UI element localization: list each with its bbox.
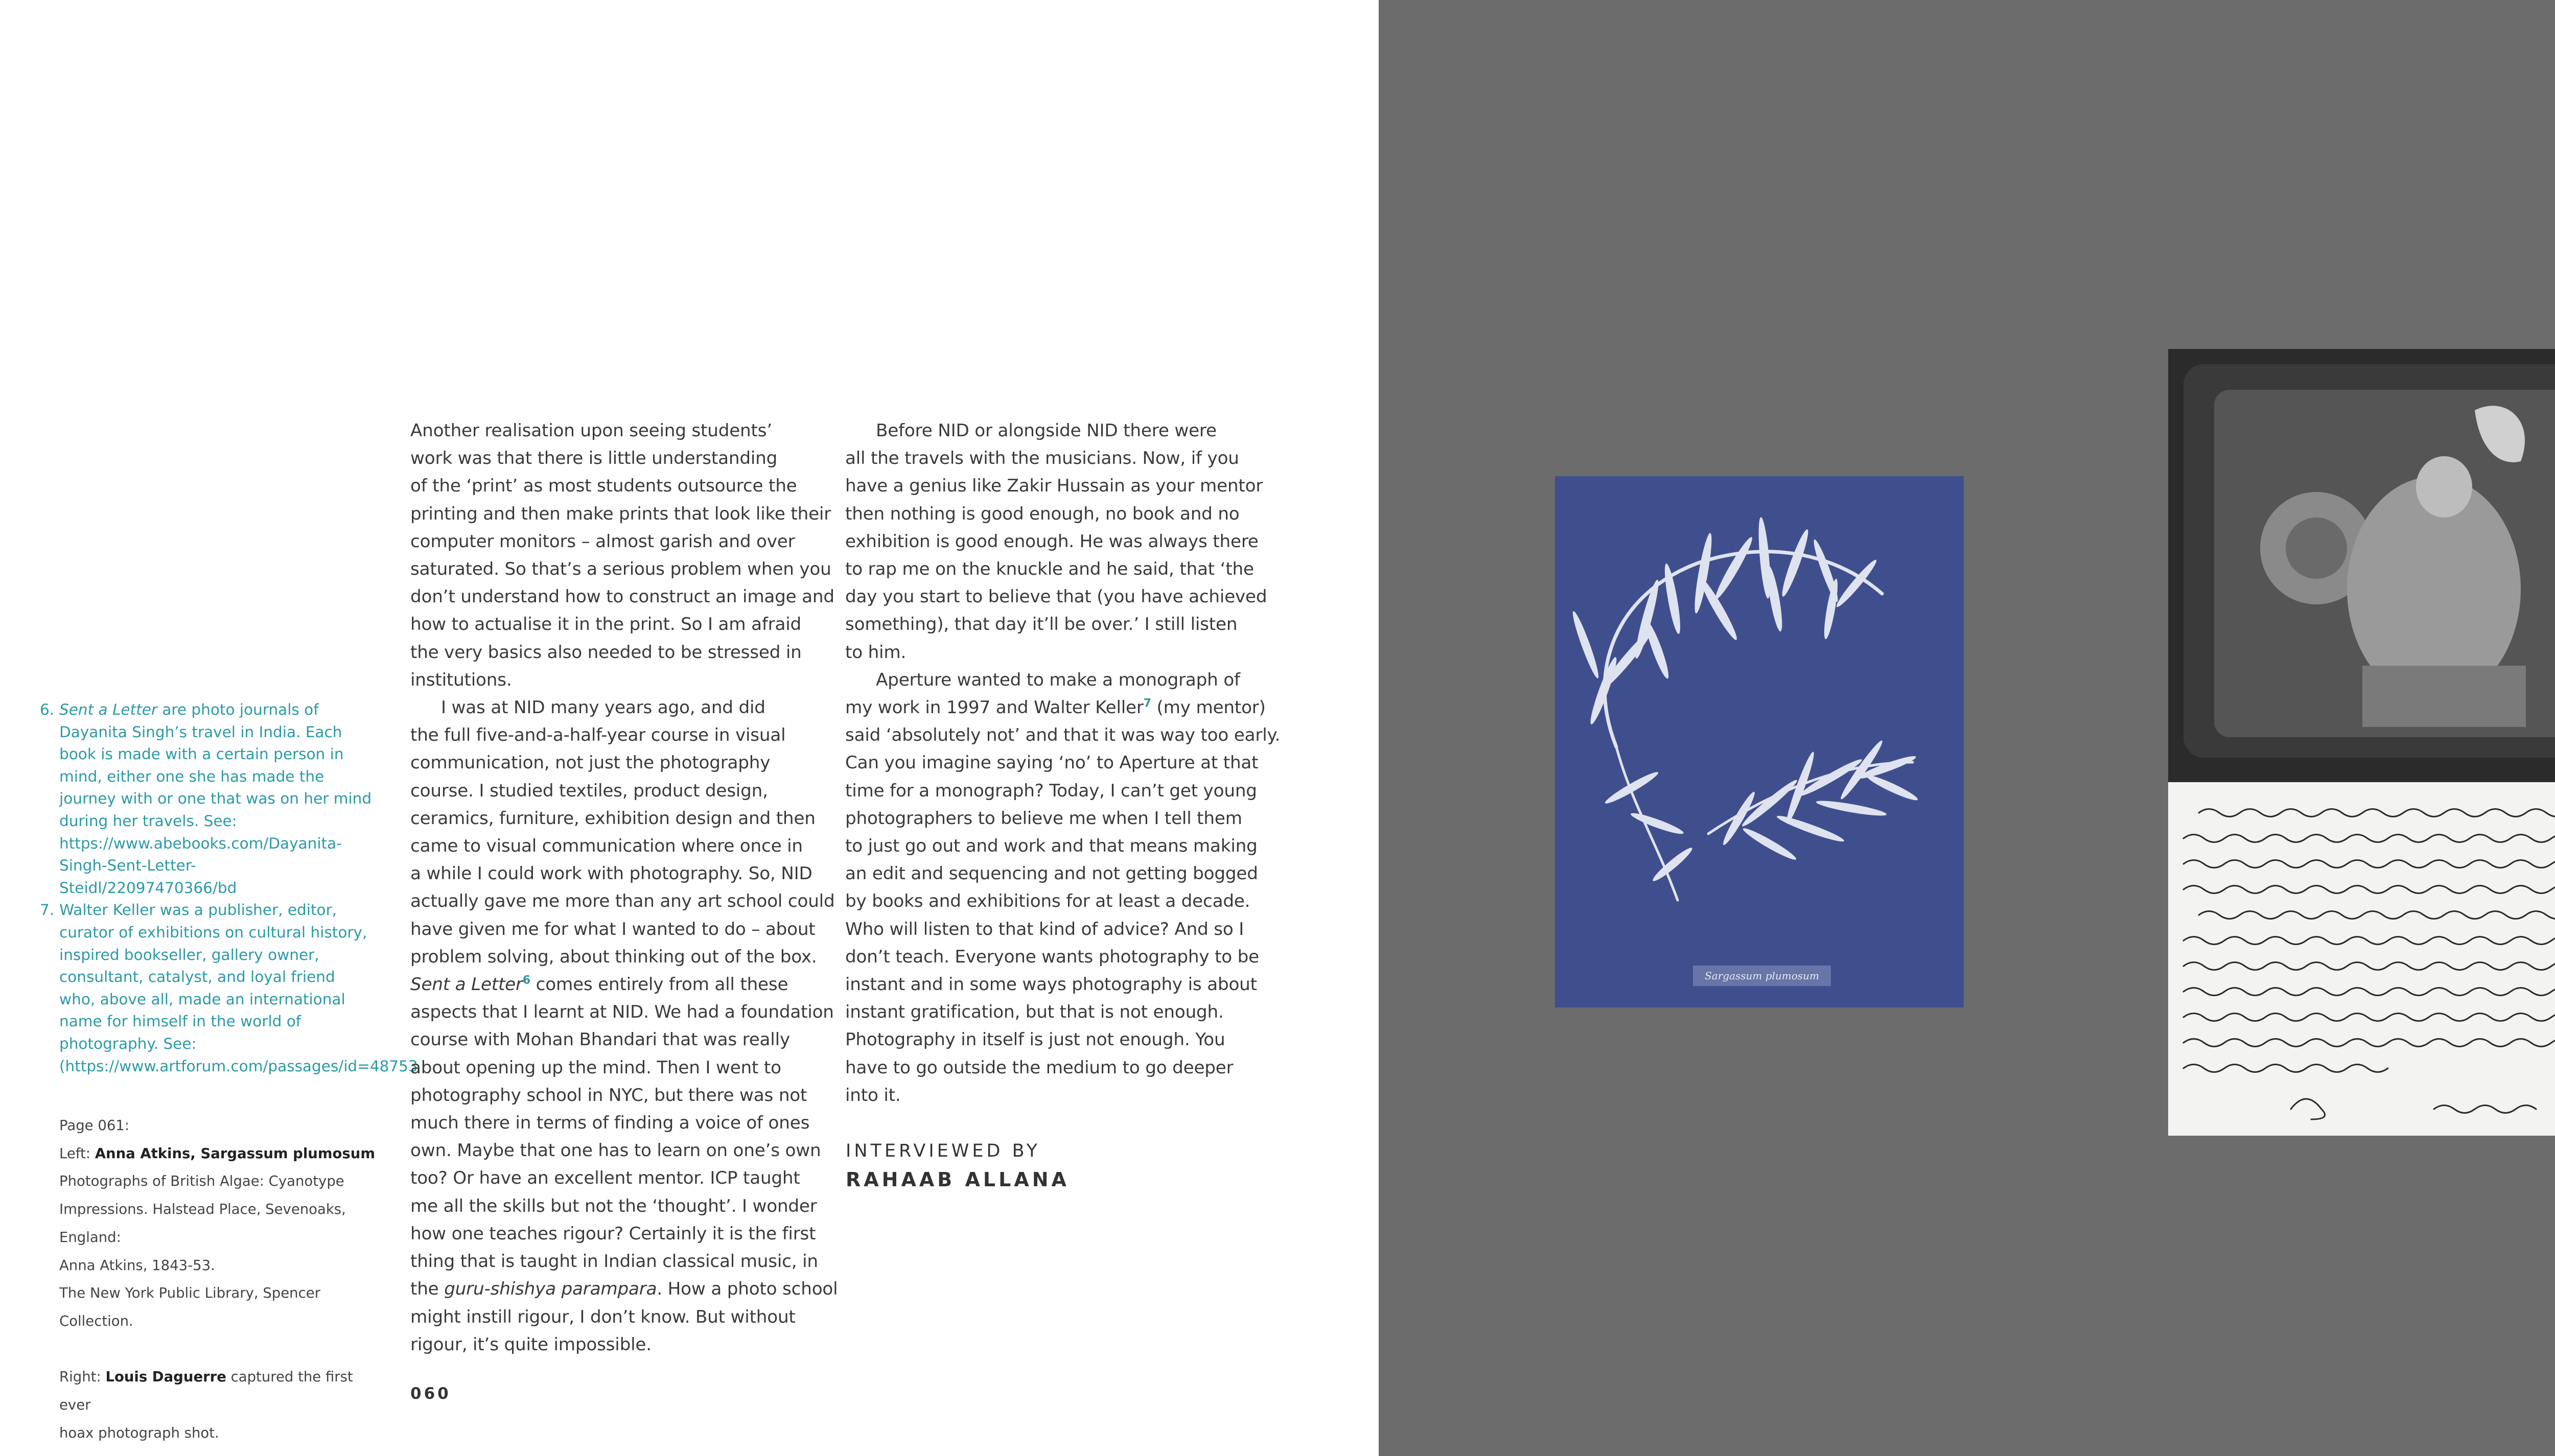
text-line: exhibition is good enough. He was always there <box>845 531 1259 552</box>
footnote-6 <box>40 699 372 899</box>
plate-label: Sargassum plumosum <box>1693 966 1831 986</box>
caption-right-heading <box>59 1363 386 1419</box>
caption-right-name: Louis Daguerre <box>105 1369 226 1385</box>
text-line: Aperture wanted to make a monograph of <box>876 669 1240 690</box>
text-line: the very basics also needed to be stressed in <box>410 642 802 663</box>
text-line: have to go outside the medium to go deeper <box>845 1057 1234 1078</box>
algae-illustration <box>1555 476 1964 1007</box>
caption-left-prefix: Left: <box>59 1145 95 1162</box>
text-line: Photography in itself is just not enough. You <box>845 1029 1225 1050</box>
footnotes <box>40 699 418 1077</box>
text-line: saturated. So that’s a serious problem when you <box>410 559 831 580</box>
text-line: instant gratification, but that is not enough. <box>845 1002 1224 1023</box>
text-line: aspects that I learnt at NID. We had a foundation <box>410 1002 834 1023</box>
caption-left-line: Impressions. Halstead Place, Sevenoaks, England: <box>59 1201 346 1246</box>
cyanotype-image <box>1555 476 1964 1007</box>
caption-left-line: Anna Atkins, 1843-53. <box>59 1257 215 1274</box>
text-line <box>410 1275 838 1303</box>
paragraph <box>410 694 838 1358</box>
text-line: printing and then make prints that look like their <box>410 503 831 524</box>
text-line: of the ‘print’ as most students outsource the <box>410 476 797 497</box>
text-line: the full five-and-a-half-year course in visual <box>410 725 786 746</box>
footnote-text: are photo journals of Dayanita Singh’s travel in India. Each book is made with a certain person in mind, either one she has made the journey with or one that was on her mind during her travels. See: https://www.abebooks.com/Dayanita-Singh-Sent-Letter-Steidl/22097470366/bd <box>59 701 372 897</box>
footnote-7 <box>40 899 418 1077</box>
text-line: how one teaches rigour? Certainly it is the first <box>410 1223 816 1244</box>
text-line: have given me for what I wanted to do – about <box>410 919 816 940</box>
footnote-number: 6. <box>40 701 55 718</box>
text-line: into it. <box>845 1085 901 1106</box>
daguerreotype-photo <box>2168 349 2555 782</box>
text-line: Can you imagine saying ‘no’ to Aperture at that <box>845 753 1259 773</box>
text-line: I was at NID many years ago, and did <box>441 697 765 718</box>
text-line: something), that day it’ll be over.’ I still listen <box>845 614 1238 635</box>
paragraph <box>845 417 1267 666</box>
text-line: all the travels with the musicians. Now, if you <box>845 448 1239 469</box>
text-line: instant and in some ways photography is about <box>845 974 1257 995</box>
text-line: Who will listen to that kind of advice? And so I <box>845 919 1244 940</box>
caption-right-line: hoax photograph shot. <box>59 1424 219 1441</box>
text-line: day you start to believe that (you have achieved <box>845 586 1267 607</box>
caption-left-sep: , <box>190 1145 201 1162</box>
caption-left-line: The New York Public Library, Spencer Collection. <box>59 1285 320 1329</box>
text-line: how to actualise it in the print. So I am afraid <box>410 614 802 635</box>
text-line: rigour, it’s quite impossible. <box>410 1334 652 1355</box>
caption-page-ref: Page 061: <box>59 1117 130 1134</box>
text-line: Before NID or alongside NID there were <box>876 420 1217 441</box>
interview-credit <box>846 1137 1070 1194</box>
caption-left-heading <box>59 1140 386 1168</box>
text-line: course with Mohan Bhandari that was really <box>410 1029 790 1050</box>
text-fragment: the <box>410 1279 445 1300</box>
text-fragment: . How a photo school <box>657 1279 838 1300</box>
text-line: about opening up the mind. Then I went to <box>410 1057 781 1078</box>
text-fragment: (my mentor) <box>1151 697 1266 718</box>
text-line: too? Or have an excellent mentor. ICP taught <box>410 1168 800 1189</box>
caption-right-text: captured the first ever <box>59 1369 353 1414</box>
text-line: institutions. <box>410 669 512 690</box>
body-column-1 <box>410 417 838 1358</box>
text-line: came to visual communication where once in <box>410 836 803 857</box>
interviewer-name: RAHAAB ALLANA <box>846 1168 1070 1191</box>
text-line: an edit and sequencing and not getting bogged <box>845 863 1258 884</box>
footnote-ref-6[interactable]: 6 <box>522 974 530 987</box>
text-line: own. Maybe that one has to learn on one’s own <box>410 1140 821 1161</box>
text-line: photographers to believe me when I tell them <box>845 808 1242 829</box>
interview-label: INTERVIEWED BY <box>846 1141 1041 1161</box>
footnote-title: Sent a Letter <box>59 701 157 718</box>
text-line: communication, not just the photography <box>410 753 771 773</box>
image-caption <box>59 1112 386 1447</box>
footnote-text: Walter Keller was a publisher, editor, curator of exhibitions on cultural history, inspired bookseller, gallery owner, consultant, catalyst, and loyal friend who, above all, made an international name for himself in the world of photography. See: (https://www.artforum.com/passages/id=48753 <box>59 901 418 1075</box>
page-number: 060 <box>410 1384 451 1403</box>
body-column-2 <box>845 417 1281 1109</box>
text-line: thing that is taught in Indian classical music, in <box>410 1251 818 1272</box>
text-line: might instill rigour, I don’t know. But without <box>410 1306 796 1327</box>
footnote-number: 7. <box>40 901 55 919</box>
caption-left-title: Sargassum plumosum <box>200 1145 376 1162</box>
text-fragment: my work in 1997 and Walter Keller <box>845 697 1144 718</box>
text-line: work was that there is little understanding <box>410 448 778 469</box>
text-line: to just go out and work and that means making <box>845 836 1258 857</box>
daguerre-image <box>2168 349 2555 1136</box>
text-line: to him. <box>845 642 907 663</box>
footnote-ref-7[interactable]: 7 <box>1143 697 1151 710</box>
caption-right-prefix: Right: <box>59 1369 106 1385</box>
book-title: Sent a Letter <box>410 974 523 995</box>
text-line: don’t understand how to construct an image and <box>410 586 834 607</box>
handwritten-letter <box>2168 782 2555 1136</box>
paragraph <box>845 666 1281 1109</box>
text-line: actually gave me more than any art school could <box>410 891 835 912</box>
text-line: much there in terms of finding a voice of ones <box>410 1113 810 1134</box>
text-line: time for a monograph? Today, I can’t get young <box>845 780 1257 801</box>
text-line: computer monitors – almost garish and over <box>410 531 795 552</box>
photo-illustration <box>2168 349 2555 782</box>
text-line: by books and exhibitions for at least a decade. <box>845 891 1250 912</box>
text-line: ceramics, furniture, exhibition design and then <box>410 808 816 829</box>
paragraph <box>410 417 834 694</box>
text-line <box>410 971 819 998</box>
text-line: Another realisation upon seeing students’ <box>410 420 773 441</box>
text-line: then nothing is good enough, no book and no <box>845 503 1240 524</box>
text-line: course. I studied textiles, product design, <box>410 780 768 801</box>
text-line: said ‘absolutely not’ and that it was way too early. <box>845 725 1281 746</box>
text-line: photography school in NYC, but there was not <box>410 1085 807 1106</box>
text-line: to rap me on the knuckle and he said, that ‘the <box>845 559 1254 580</box>
text-line <box>845 694 1266 721</box>
term-italic: guru-shishya parampara <box>444 1279 657 1300</box>
caption-left-line: Photographs of British Algae: Cyanotype <box>59 1173 344 1190</box>
text-line: a while I could work with photography. So, NID <box>410 863 812 884</box>
text-line: problem solving, about thinking out of the box. <box>410 946 817 967</box>
text-line: have a genius like Zakir Hussain as your mentor <box>845 476 1263 497</box>
text-fragment: comes entirely from all these <box>530 974 788 995</box>
handwriting-illustration <box>2168 782 2555 1136</box>
text-line: don’t teach. Everyone wants photography to be <box>845 946 1260 967</box>
caption-spacer <box>59 1335 386 1364</box>
caption-left-author: Anna Atkins <box>95 1145 191 1162</box>
text-line: me all the skills but not the ‘thought’. I wonder <box>410 1195 817 1216</box>
